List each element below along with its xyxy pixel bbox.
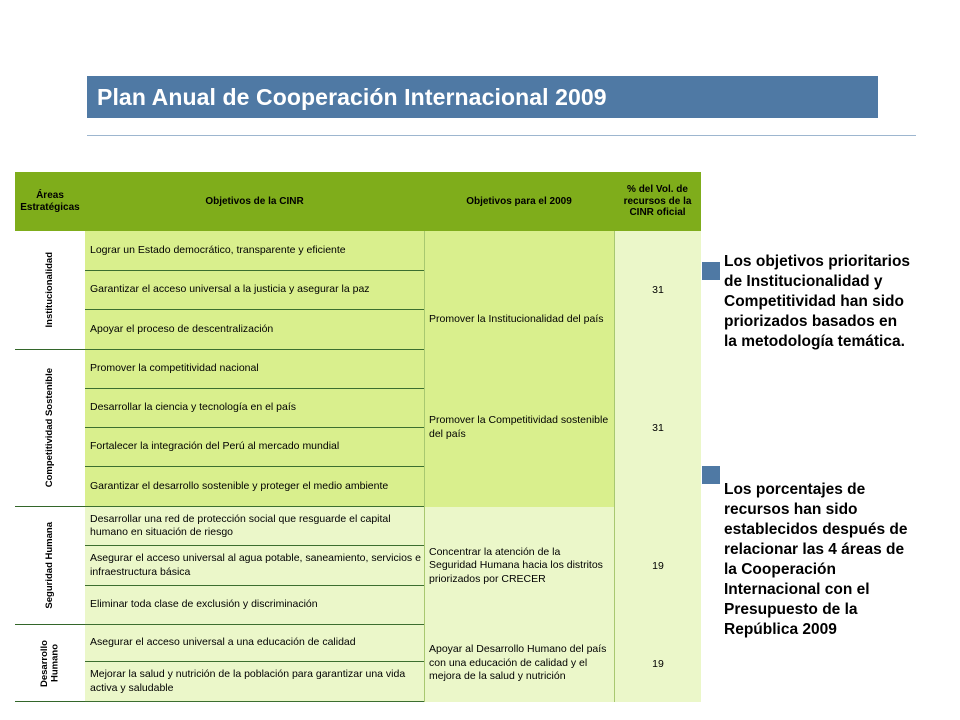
page-title: Plan Anual de Cooperación Internacional 2009 — [97, 83, 607, 110]
bullet-line: Los objetivos prioritarios — [724, 253, 911, 270]
bullet-line: recursos han sido — [724, 501, 858, 518]
percent-desarrollo: 19 — [614, 625, 701, 702]
objective-row: Asegurar el acceso universal al agua potable, saneamiento, servicios e infraestructura básica — [85, 546, 424, 586]
objective-row: Asegurar el acceso universal a una educación de calidad — [85, 625, 424, 662]
objective-2009-competitividad: Promover la Competitividad sostenible del país — [424, 349, 614, 507]
area-institucionalidad — [15, 231, 85, 349]
objective-2009-desarrollo: Apoyar al Desarrollo Humano del país con una educación de calidad y el mejora de la salud y nutrición — [424, 625, 614, 702]
area-label: Competitividad Sostenible — [43, 368, 55, 488]
objective-row: Eliminar toda clase de exclusión y discriminación — [85, 586, 424, 625]
area-label: Seguridad Humana — [43, 522, 55, 609]
objective-row: Apoyar el proceso de descentralización — [85, 310, 424, 350]
header-areas — [15, 172, 85, 231]
objective-2009-institucionalidad: Promover la Institucionalidad del país — [424, 231, 614, 409]
area-label — [40, 640, 61, 687]
percent-competitividad: 31 — [614, 349, 701, 507]
header-pct-line1: % del Vol. de — [627, 184, 688, 196]
area-label: Institucionalidad — [43, 252, 55, 328]
header-2009-objectives: Objetivos para el 2009 — [424, 172, 614, 231]
area-divider — [15, 701, 85, 702]
header-areas-line1: Áreas — [36, 190, 64, 201]
header-pct-line3: CINR oficial — [629, 207, 686, 219]
title-bar — [87, 76, 878, 118]
objective-row: Promover la competitividad nacional — [85, 350, 424, 389]
bullet-line: Internacional con el — [724, 581, 870, 598]
bullet-text-objectives — [724, 252, 910, 352]
strategy-table — [15, 172, 701, 702]
objective-row: Lograr un Estado democrático, transparente y eficiente — [85, 231, 424, 271]
header-pct-line2: recursos de la — [623, 195, 692, 207]
bullet-line: de Institucionalidad y — [724, 273, 883, 290]
area-label-line1: Desarrollo — [38, 640, 50, 687]
objective-row: Mejorar la salud y nutrición de la población para garantizar una vida activa y saludable — [85, 662, 424, 702]
header-cinr-objectives: Objetivos de la CINR — [85, 172, 424, 231]
percent-seguridad: 19 — [614, 507, 701, 625]
bullet-text-percentages — [724, 480, 908, 640]
bullet-line: Competitividad han sido — [724, 293, 904, 310]
bullet-line: República 2009 — [724, 621, 837, 638]
objective-2009-seguridad: Concentrar la atención de la Seguridad Humana hacia los distritos priorizados por CRECER — [424, 507, 614, 625]
bullet-line: Presupuesto de la — [724, 601, 858, 618]
title-divider — [87, 135, 916, 136]
bullet-line: relacionar las 4 áreas de — [724, 541, 905, 558]
bullet-line: la metodología temática. — [724, 333, 905, 350]
objective-row: Garantizar el acceso universal a la justicia y asegurar la paz — [85, 271, 424, 310]
area-competitividad — [15, 350, 85, 506]
objective-row: Desarrollar una red de protección social que resguarde el capital humano en situación de riesgo — [85, 507, 424, 546]
area-seguridad-humana — [15, 507, 85, 624]
bullet-line: establecidos después de — [724, 521, 908, 538]
objective-row: Desarrollar la ciencia y tecnología en el país — [85, 389, 424, 428]
bullet-square-icon — [702, 262, 720, 280]
bullet-line: Los porcentajes de — [724, 481, 866, 498]
objective-row: Garantizar el desarrollo sostenible y proteger el medio ambiente — [85, 467, 424, 507]
header-resource-percent — [614, 172, 701, 231]
objective-row: Fortalecer la integración del Perú al mercado mundial — [85, 428, 424, 467]
area-desarrollo-humano — [15, 625, 85, 702]
area-label-line2: Humano — [49, 644, 60, 683]
percent-institucionalidad: 31 — [614, 231, 701, 349]
bullet-square-icon — [702, 466, 720, 484]
bullet-line: priorizados basados en — [724, 313, 898, 330]
header-areas-line2: Estratégicas — [20, 201, 80, 213]
bullet-line: la Cooperación — [724, 561, 836, 578]
